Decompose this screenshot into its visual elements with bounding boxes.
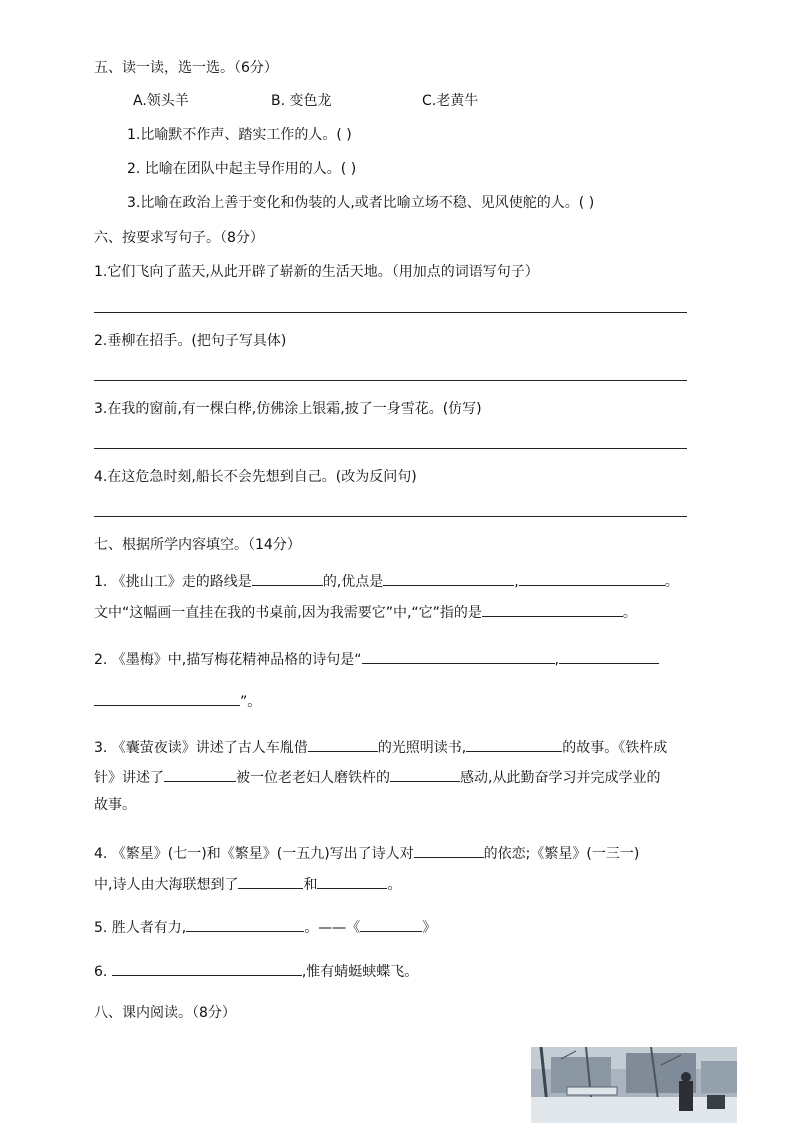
answer-line-3[interactable] [94,448,687,449]
section-5-heading: 五、读一读，选一选。（6分） [94,60,278,76]
q6-text-b: ,惟有蜻蜓蛱蝶飞。 [301,964,419,980]
s7-question-2 [94,647,659,670]
s7-question-5 [94,915,436,938]
option-a: A.领头羊 [133,93,189,109]
blank[interactable] [519,569,665,586]
blank[interactable] [308,735,378,752]
s7-question-1 [94,569,679,592]
blank[interactable] [383,569,514,586]
option-b: B. 变色龙 [271,93,332,109]
snow-scene-picture [531,1047,737,1123]
blank[interactable] [559,647,659,664]
s7-question-1-cont [94,600,637,623]
blank[interactable] [317,872,387,889]
q4-text-d: 和 [303,877,318,893]
blank[interactable] [164,765,236,782]
q1-text-c: , [514,574,519,590]
blank[interactable] [482,600,623,617]
answer-line-1[interactable] [94,312,687,313]
s7-question-6 [94,959,418,982]
q2-text-c: ”。 [240,694,262,710]
q4-text-e: 。 [387,877,402,893]
s7-question-3-end: 故事。 [94,797,136,813]
blank[interactable] [186,915,304,932]
q3-text-f: 感动,从此勤奋学习并完成学业的 [460,770,661,786]
s7-question-4 [94,841,639,864]
s5-question-2: 2. 比喻在团队中起主导作用的人。( ) [127,161,357,177]
s7-question-3 [94,735,667,758]
q5-text-a: 5. 胜人者有力, [94,920,187,936]
answer-line-4[interactable] [94,516,687,517]
q1-text-a: 1. 《挑山工》走的路线是 [94,574,252,590]
blank[interactable] [466,735,562,752]
blank[interactable] [112,959,302,976]
q2-text-a: 2. 《墨梅》中,描写梅花精神品格的诗句是“ [94,652,362,668]
s7-question-2-cont [94,689,261,712]
q5-text-b: 。——《 [304,920,361,936]
s7-question-4-cont [94,872,401,895]
blank[interactable] [94,689,240,706]
q3-text-e: 被一位老老妇人磨铁杵的 [236,770,390,786]
blank[interactable] [238,872,303,889]
q3-text-b: 的光照明读书, [377,740,467,756]
section-7-heading: 七、根据所学内容填空。（14分） [94,537,301,553]
q6-text-a: 6. [94,964,108,980]
s5-question-1: 1.比喻默不作声、踏实工作的人。( ) [127,127,352,143]
q5-text-c: 》 [422,920,437,936]
q1-text-d: 。 [664,574,679,590]
s5-question-3: 3.比喻在政治上善于变化和伪装的人,或者比喻立场不稳、见风使舵的人。( ) [127,195,595,211]
blank[interactable] [252,569,323,586]
option-c: C.老黄牛 [422,93,479,109]
q1-text-e: 文中“这幅画一直挂在我的书桌前,因为我需要它”中,“它”指的是 [94,605,482,621]
s7-question-3-cont [94,765,660,788]
section-6-heading: 六、按要求写句子。（8分） [94,230,264,246]
blank[interactable] [390,765,460,782]
s6-question-4: 4.在这危急时刻,船长不会先想到自己。(改为反问句) [94,469,417,485]
answer-line-2[interactable] [94,380,687,381]
illustration-image [531,1047,737,1123]
q4-text-b: 的依恋;《繁星》(一三一) [483,846,640,862]
q4-text-c: 中,诗人由大海联想到了 [94,877,239,893]
s6-question-3: 3.在我的窗前,有一棵白桦,仿佛涂上银霜,披了一身雪花。(仿写) [94,401,482,417]
blank[interactable] [360,915,422,932]
q1-text-f: 。 [622,605,637,621]
blank[interactable] [414,841,484,858]
q3-text-c: 的故事。《铁杵成 [562,740,668,756]
s6-question-1: 1.它们飞向了蓝天,从此开辟了崭新的生活天地。（用加点的词语写句子） [94,264,539,280]
blank[interactable] [362,647,555,664]
section-8-heading: 八、课内阅读。（8分） [94,1005,236,1021]
s6-question-2: 2.垂柳在招手。(把句子写具体) [94,333,287,349]
q1-text-b: 的,优点是 [322,574,384,590]
q3-text-d: 针》讲述了 [94,770,164,786]
q2-text-b: , [554,652,559,668]
q4-text-a: 4. 《繁星》(七一)和《繁星》(一五九)写出了诗人对 [94,846,414,862]
q3-text-a: 3. 《囊萤夜读》讲述了古人车胤借 [94,740,308,756]
